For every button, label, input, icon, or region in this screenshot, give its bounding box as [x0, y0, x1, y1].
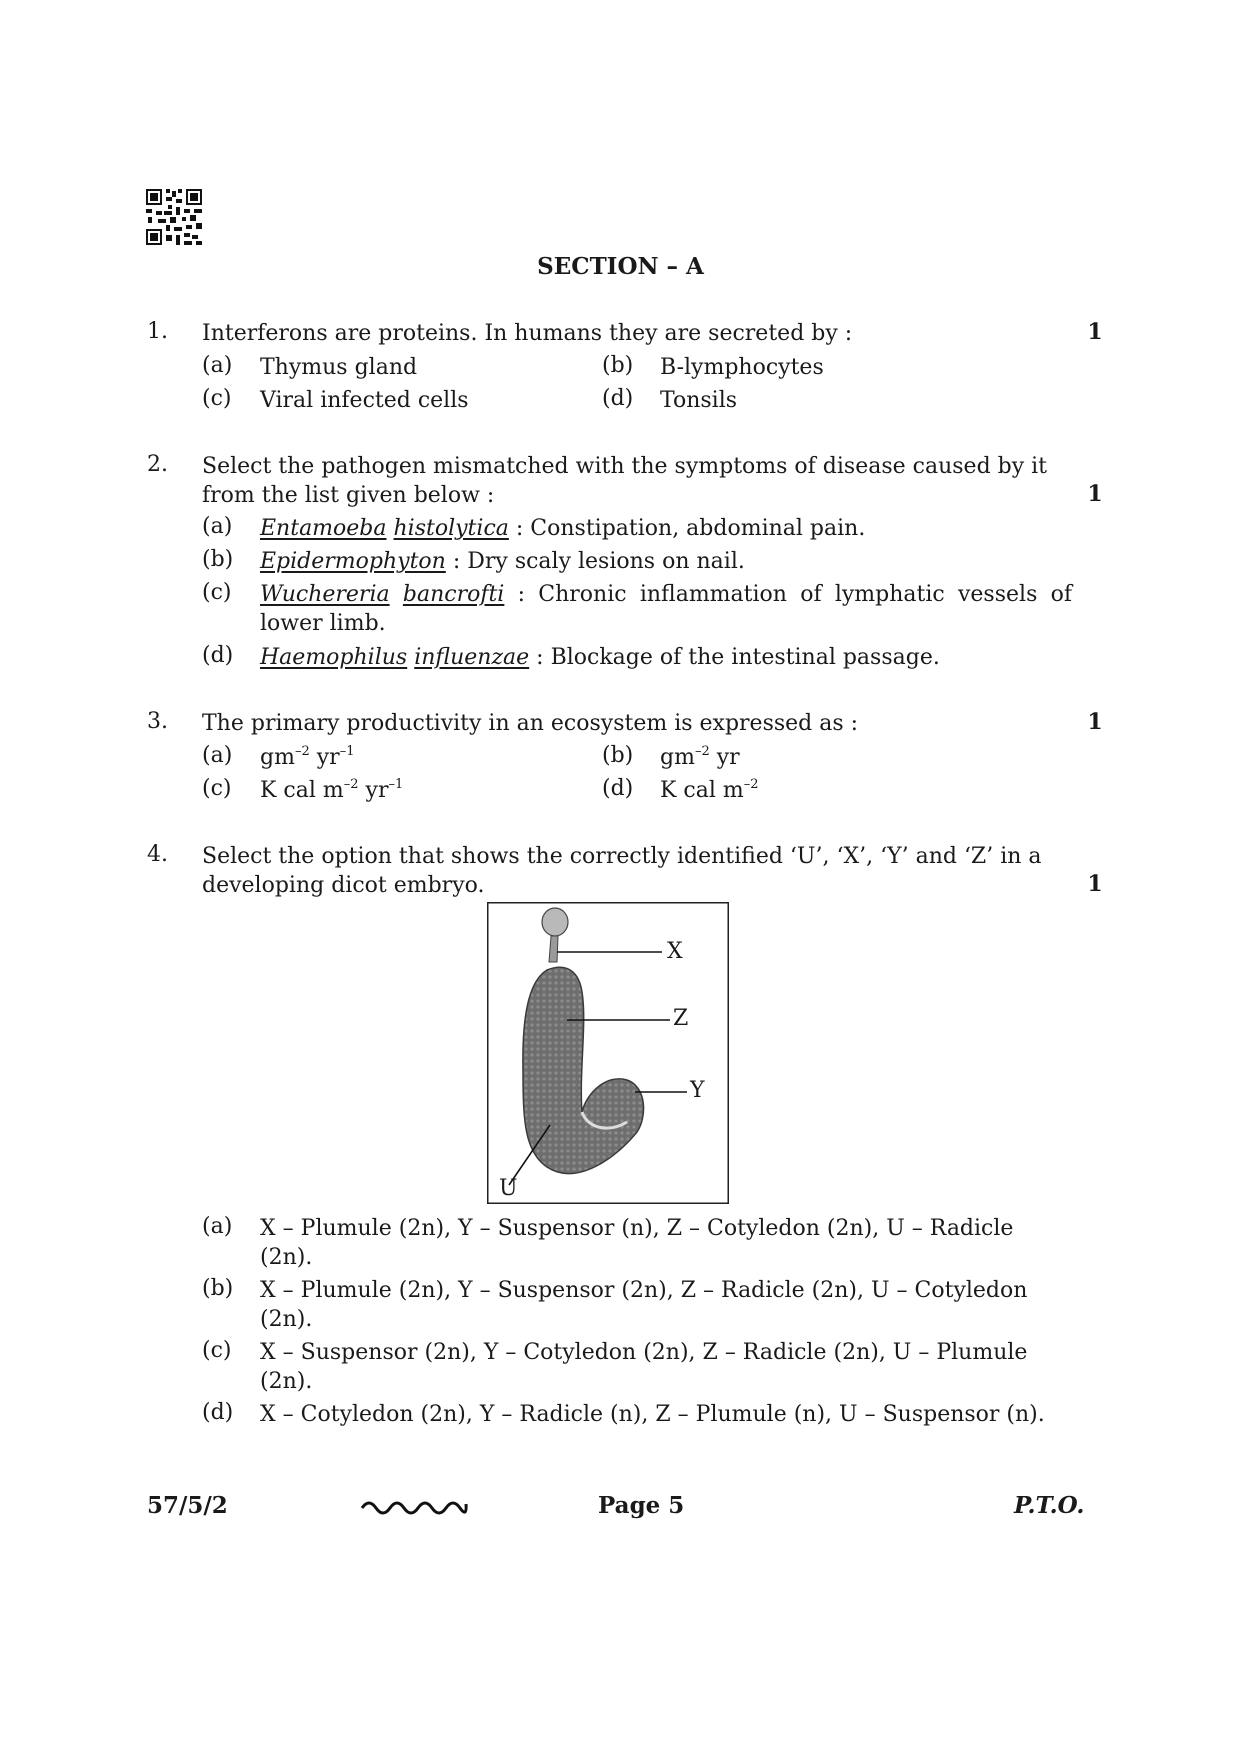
- option-b-line-1: X – Plumule (2n), Y – Suspensor (2n), Z – Radicle (2n), U – Cotyledon: [260, 1278, 1028, 1303]
- unit-base: K cal m: [660, 778, 744, 803]
- dicot-embryo-diagram: [487, 902, 729, 1204]
- unit-base: K cal m: [260, 778, 344, 803]
- option-b-text: [660, 743, 740, 772]
- question-marks: 1: [1087, 319, 1103, 345]
- option-d-text: [660, 776, 759, 805]
- option-a-label: (a): [202, 353, 233, 378]
- genus-name: Epidermophyton: [260, 549, 446, 574]
- option-b-line-2: (2n).: [260, 1307, 313, 1332]
- symptom-text: : Dry scaly lesions on nail.: [445, 549, 745, 574]
- paper-code: 57/5/2: [147, 1492, 228, 1519]
- label-u: U: [499, 1176, 518, 1201]
- unit-exponent: –2: [294, 744, 310, 759]
- unit-base: yr: [709, 745, 740, 770]
- option-a-text: [260, 514, 865, 543]
- option-c-label: (c): [202, 776, 232, 801]
- option-d-label: (d): [602, 386, 634, 411]
- option-d-text: Tonsils: [660, 388, 738, 413]
- option-a-label: (a): [202, 743, 233, 768]
- unit-exponent: –1: [388, 777, 404, 792]
- option-c-line-2: (2n).: [260, 1369, 313, 1394]
- option-c-text: Viral infected cells: [260, 388, 469, 413]
- option-d-line-1: X – Cotyledon (2n), Y – Radicle (n), Z – Plumule (n), U – Suspensor (n).: [260, 1402, 1045, 1427]
- species-name: influenzae: [414, 645, 530, 670]
- option-b-label: (b): [602, 353, 634, 378]
- option-d-text: [260, 643, 940, 672]
- unit-exponent: –1: [339, 744, 355, 759]
- unit-base: yr: [309, 745, 340, 770]
- option-c-label: (c): [202, 386, 232, 411]
- genus-name: Entamoeba: [260, 516, 387, 541]
- option-c-text: [260, 776, 403, 805]
- question-text-line-1: Select the pathogen mismatched with the symptoms of disease caused by it: [202, 454, 1048, 479]
- question-marks: 1: [1087, 481, 1103, 507]
- question-number: 4.: [147, 842, 168, 867]
- option-a-label: (a): [202, 1214, 233, 1239]
- option-a-text: Thymus gland: [260, 355, 418, 380]
- unit-exponent: –2: [743, 777, 759, 792]
- option-b-label: (b): [202, 1276, 234, 1301]
- species-name: bancrofti: [402, 582, 505, 607]
- question-text-line-2: from the list given below :: [202, 483, 495, 508]
- species-name: histolytica: [393, 516, 509, 541]
- section-title: SECTION – A: [537, 253, 704, 280]
- option-c-label: (c): [202, 1338, 232, 1363]
- option-b-label: (b): [602, 743, 634, 768]
- option-c-line-1: X – Suspensor (2n), Y – Cotyledon (2n), Z – Radicle (2n), U – Plumule: [260, 1340, 1028, 1365]
- genus-name: Haemophilus: [260, 645, 408, 670]
- pto-label: P.T.O.: [1014, 1492, 1085, 1519]
- option-a-text: [260, 743, 354, 772]
- question-number: 1.: [147, 319, 168, 344]
- wave-ornament-icon: [360, 1494, 468, 1518]
- symptom-text: : Constipation, abdominal pain.: [508, 516, 866, 541]
- question-text-line-1: Select the option that shows the correctly identified ‘U’, ‘X’, ‘Y’ and ‘Z’ in a: [202, 844, 1042, 869]
- embryo-figure: [487, 902, 729, 1204]
- question-text-line-2: developing dicot embryo.: [202, 873, 485, 898]
- question-text: The primary productivity in an ecosystem is expressed as :: [202, 711, 859, 736]
- question-number: 3.: [147, 709, 168, 734]
- label-x: X: [667, 939, 683, 964]
- question-text: Interferons are proteins. In humans they are secreted by :: [202, 321, 853, 346]
- qr-code-icon: [146, 189, 202, 245]
- question-number: 2.: [147, 452, 168, 477]
- question-marks: 1: [1087, 709, 1103, 735]
- option-c-label: (c): [202, 580, 232, 605]
- option-b-text: [260, 547, 745, 576]
- option-a-line-2: (2n).: [260, 1245, 313, 1270]
- unit-base: yr: [358, 778, 389, 803]
- option-d-label: (d): [202, 1400, 234, 1425]
- option-a-label: (a): [202, 514, 233, 539]
- page-number: Page 5: [598, 1492, 685, 1519]
- label-z: Z: [673, 1006, 689, 1031]
- question-marks: 1: [1087, 871, 1103, 897]
- unit-exponent: –2: [343, 777, 359, 792]
- option-b-label: (b): [202, 547, 234, 572]
- option-b-text: B-lymphocytes: [660, 355, 824, 380]
- genus-name: Wuchereria: [260, 582, 390, 607]
- symptom-text: : Chronic inflammation of lymphatic vessels of lower limb.: [260, 582, 1072, 636]
- option-d-label: (d): [202, 643, 234, 668]
- option-a-line-1: X – Plumule (2n), Y – Suspensor (n), Z – Cotyledon (2n), U – Radicle: [260, 1216, 1014, 1241]
- unit-base: gm: [660, 745, 695, 770]
- option-c-text: [260, 580, 1072, 638]
- label-y: Y: [690, 1078, 705, 1103]
- symptom-text: : Blockage of the intestinal passage.: [529, 645, 940, 670]
- unit-exponent: –2: [694, 744, 710, 759]
- option-d-label: (d): [602, 776, 634, 801]
- unit-base: gm: [260, 745, 295, 770]
